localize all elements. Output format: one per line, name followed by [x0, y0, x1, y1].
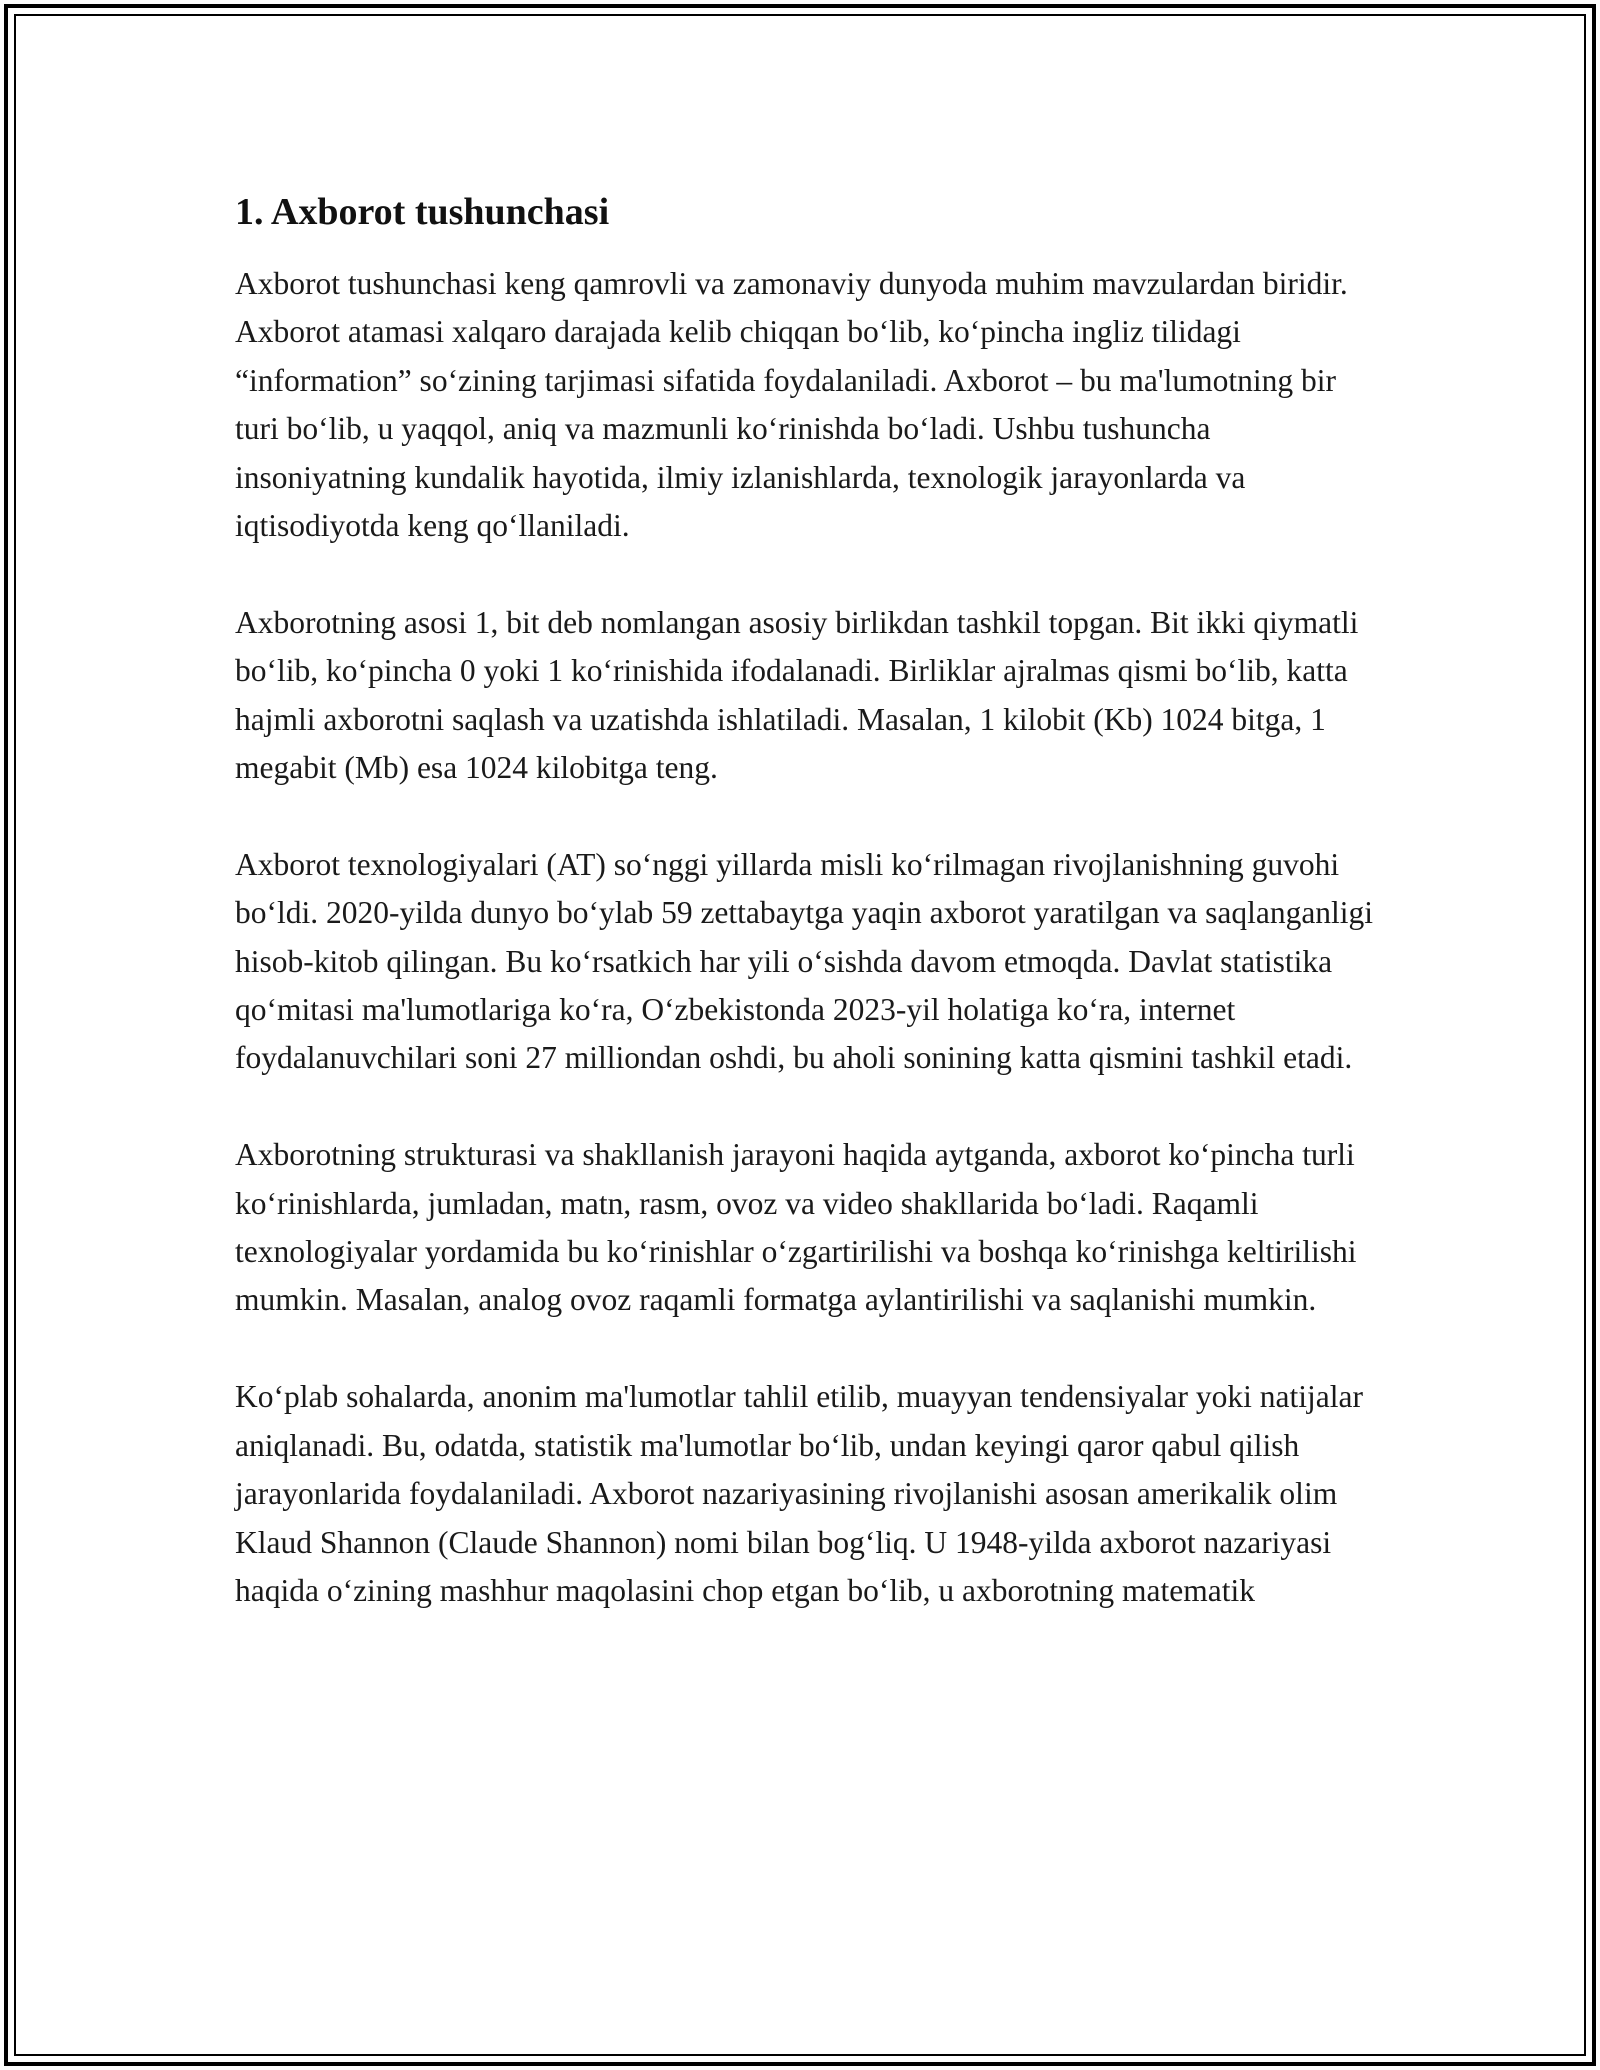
paragraph-3: Axborot texnologiyalari (AT) so‘nggi yillarda misli ko‘rilmagan rivojlanishning guvohi bo‘ldi. 2020-yilda dunyo bo‘ylab 59 zettabaytga yaqin axborot yaratilgan va saqlanganligi hisob-kitob qilingan. Bu ko‘rsatkich har yili o‘sishda davom etmoqda. Davlat statistika qo‘mitasi ma'lumotlariga ko‘ra, O‘zbekistonda 2023-yil holatiga ko‘ra, internet foydalanuvchilari soni 27 milliondan oshdi, bu aholi sonining katta qismini tashkil etadi.	[235, 846, 1374, 1076]
page-title: 1. Axborot tushunchasi	[235, 191, 610, 233]
paragraph-4: Axborotning strukturasi va shakllanish jarayoni haqida aytganda, axborot ko‘pincha turli ko‘rinishlarda, jumladan, matn, rasm, ovoz va video shakllarida bo‘ladi. Raqamli texnologiyalar yordamida bu ko‘rinishlar o‘zgartirilishi va boshqa ko‘rinishga keltirilishi mumkin. Masalan, analog ovoz raqamli formatga aylantirilishi va saqlanishi mumkin.	[235, 1137, 1357, 1318]
paragraph-5: Ko‘plab sohalarda, anonim ma'lumotlar tahlil etilib, muayyan tendensiyalar yoki natijalar aniqlanadi. Bu, odatda, statistik ma'lumotlar bo‘lib, undan keyingi qaror qabul qilish jarayonlarida foydalaniladi. Axborot nazariyasining rivojlanishi asosan amerikalik olim Klaud Shannon (Claude Shannon) nomi bilan bog‘liq. U 1948-yilda axborot nazariyasi haqida o‘zining mashhur maqolasini chop etgan bo‘lib, u axborotning matematik	[235, 1379, 1363, 1608]
page-content	[235, 186, 1375, 1664]
paragraph-1: Axborot tushunchasi keng qamrovli va zamonaviy dunyoda muhim mavzulardan biridir. Axborot atamasi xalqaro darajada kelib chiqqan bo‘lib, ko‘pincha ingliz tilidagi “information” so‘zining tarjimasi sifatida foydalaniladi. Axborot – bu ma'lumotning bir turi bo‘lib, u yaqqol, aniq va mazmunli ko‘rinishda bo‘ladi. Ushbu tushuncha insoniyatning kundalik hayotida, ilmiy izlanishlarda, texnologik jarayonlarda va iqtisodiyotda keng qo‘llaniladi.	[235, 266, 1348, 544]
paragraph-2: Axborotning asosi 1, bit deb nomlangan asosiy birlikdan tashkil topgan. Bit ikki qiymatli bo‘lib, ko‘pincha 0 yoki 1 ko‘rinishida ifodalanadi. Birliklar ajralmas qismi bo‘lib, katta hajmli axborotni saqlash va uzatishda ishlatiladi. Masalan, 1 kilobit (Kb) 1024 bitga, 1 megabit (Mb) esa 1024 kilobitga teng.	[235, 604, 1359, 786]
